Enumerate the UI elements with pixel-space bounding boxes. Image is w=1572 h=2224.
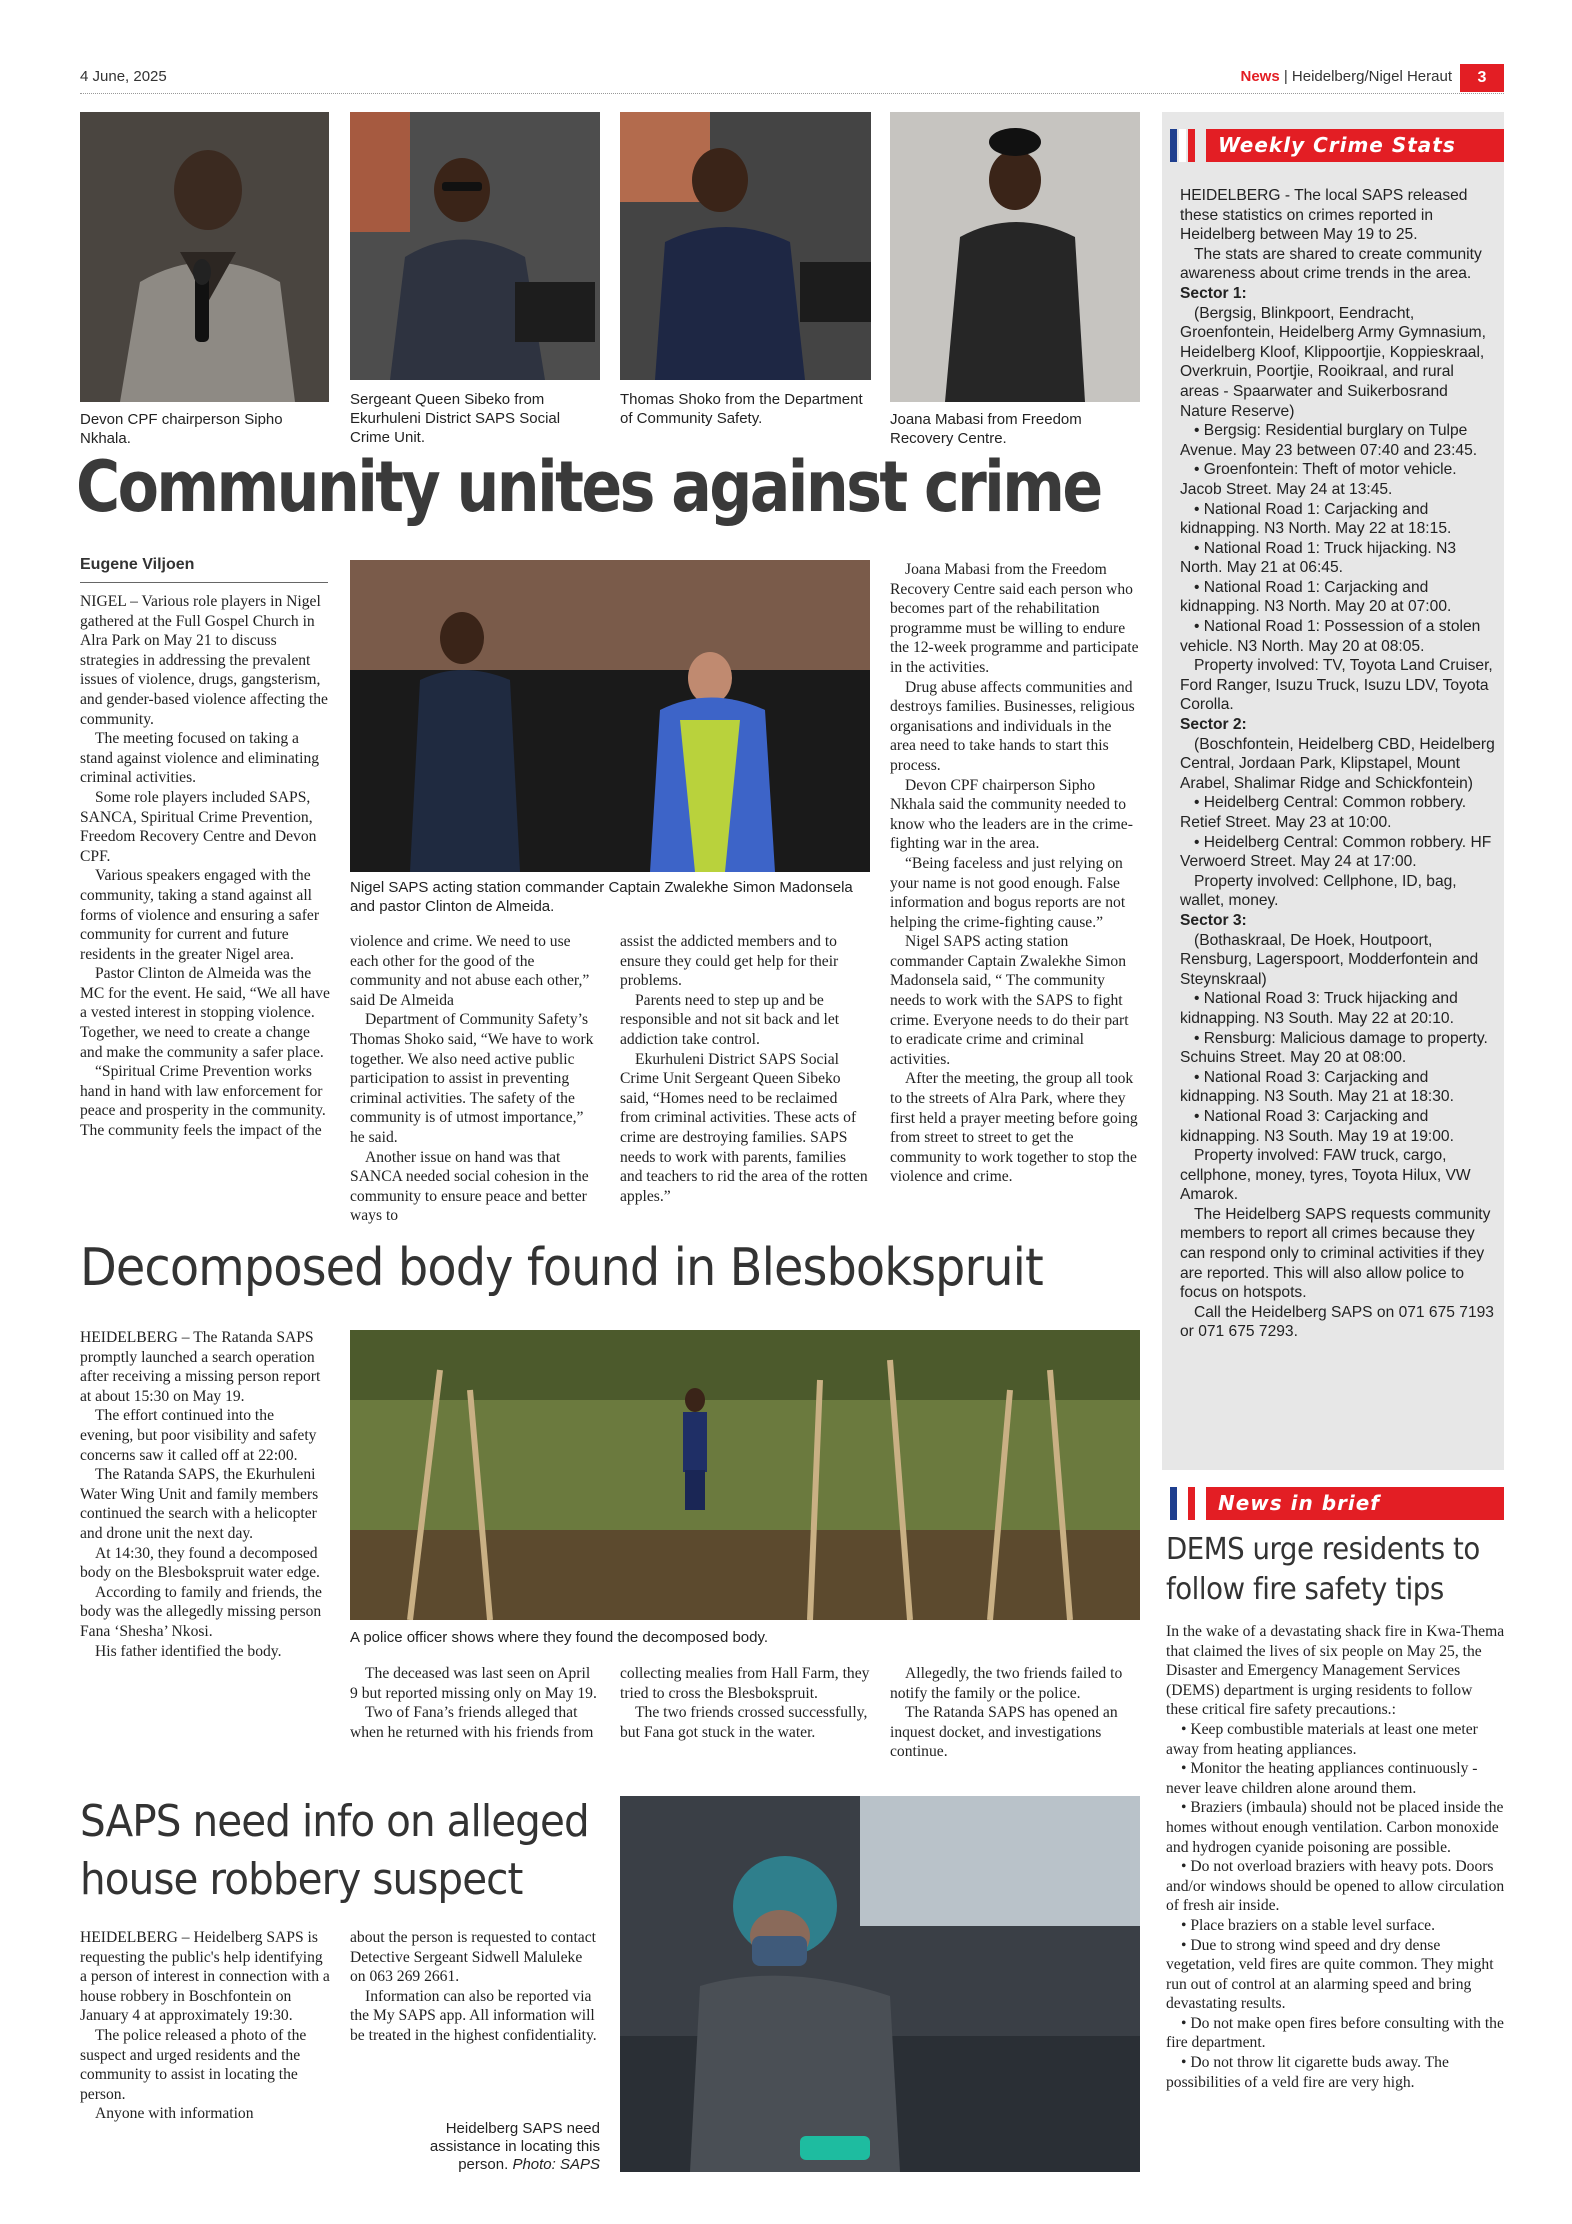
story3-col1 [80,1928,330,2124]
masthead-section [1000,68,1452,85]
bullet-item: • Do not throw lit cigarette buds away. The possibilities of a veld fire are very high. [1166,2054,1449,2091]
paragraph: Drug abuse affects communities and destroys families. Businesses, religious organisations and individuals in the area need to take hands to start this process. [890,678,1135,774]
crime-item: • Bergsig: Residential burglary on Tulpe Avenue. May 23 between 07:40 and 23:45. [1180,422,1478,459]
sector-title-text: Sector 3: [1180,911,1247,929]
story2-col2 [350,1664,600,1742]
crime-item: • Heidelberg Central: Common robbery. Retief Street. May 23 at 10:00. [1180,794,1467,831]
headline-line: follow fire safety tips [1166,1572,1444,1607]
paragraph: HEIDELBERG – The Ratanda SAPS promptly launched a search operation after receiving a missing person report at about 15:30 on May 19. [80,1329,321,1405]
news-brief-body [1166,1622,1506,2092]
photo-caption: Devon CPF chairperson Sipho Nkhala. [80,411,283,447]
crime-item: • National Road 1: Truck hijacking. N3 North. May 21 at 06:45. [1180,539,1457,577]
story1-col1 [80,592,330,1141]
paragraph: Information can also be reported via the My SAPS app. All information will be treated in the highest confidentiality. [350,1987,597,2044]
paragraph: After the meeting, the group all took to the streets of Alra Park, where they first held a prayer meeting before going from street to street to get the community to work together to stop the violence and crime. [890,1070,1138,1186]
paragraph: His father identified the body. [95,1642,282,1660]
paragraph: Department of Community Safety’s Thomas Shoko said, “We have to work together. We also need active public participation to assist in preventing criminal activities. The safety of the community is of utmost importance,” he said. [350,1011,594,1146]
sector-title-text: Sector 1: [1180,284,1247,302]
paragraph: Some role players included SAPS, SANCA, Spiritual Crime Prevention, Freedom Recovery Centre and Devon CPF. [80,788,317,865]
photo-caption: Joana Mabasi from Freedom Recovery Centre. [890,411,1082,447]
photo-caption: Thomas Shoko from the Department of Community Safety. [620,391,863,427]
property-involved: Property involved: TV, Toyota Land Cruiser, Ford Ranger, Isuzu Truck, Isuzu LDV, Toyota Corolla. [1180,657,1493,714]
story1-headline: Community unites against crime [76,446,1101,528]
page-number: 3 [1460,64,1504,92]
paragraph: At 14:30, they found a decomposed body on the Blesbokspruit water edge. [80,1544,320,1582]
sector-areas: (Bothaskraal, De Hoek, Houtpoort, Rensburg, Lagerspoort, Modderfontein and Steynskraal) [1180,931,1479,988]
news-brief-headline [1166,1530,1479,1610]
crime-item: • National Road 3: Truck hijacking and kidnapping. N3 South. May 22 at 20:10. [1180,990,1458,1027]
bullet-item: • Due to strong wind speed and dry dense vegetation, veld fires are quite common. They might run out of control at an alarming speed and bring devastating results. [1166,1936,1494,2013]
section-name: News [1240,68,1280,85]
paragraph: The meeting focused on taking a stand against violence and eliminating criminal activities. [80,730,320,787]
bullet-item: • Keep combustible materials at least one meter away from heating appliances. [1166,1720,1478,1758]
story3-headline [80,1793,589,1909]
photo-caption [390,2120,600,2174]
paragraph: The Ratanda SAPS has opened an inquest docket, and investigations continue. [890,1704,1118,1761]
paragraph: The effort continued into the evening, but poor visibility and safety concerns saw it called off at 22:00. [80,1407,317,1464]
paragraph: collecting mealies from Hall Farm, they tried to cross the Blesbokspruit. [620,1665,870,1702]
property-involved: Property involved: Cellphone, ID, bag, wallet, money. [1180,872,1457,910]
paragraph: Joana Mabasi from the Freedom Recovery Centre said each person who becomes part of the rehabilitation programme must be willing to endure the 12-week programme and participate in the activities. [890,561,1139,676]
photo-madonsela-de-almeida [350,560,870,872]
story1-col2 [350,932,600,1226]
sector-areas: (Bergsig, Blinkpoort, Eendracht, Groenfontein, Heidelberg Army Gymnasium, Heidelberg Kloof, Klippoortjie, Koppieskraal, Overkruin, Poortjie, Rooikraal, and rural areas - Spaarwater and Suikerbosrand Nature Reserve) [1180,304,1486,420]
crime-item: • National Road 1: Carjacking and kidnapping. N3 North. May 20 at 07:00. [1180,578,1452,616]
paragraph: Another issue on hand was that SANCA needed social cohesion in the community to ensure peace and better ways to [350,1148,589,1225]
caption-text: Heidelberg SAPS need assistance in locating this person. [429,2120,600,2173]
bullet-item: • Monitor the heating appliances continuously - never leave children alone around them. [1166,1760,1478,1797]
paragraph: Anyone with information [95,2105,254,2123]
story3-col2 [350,1928,600,2046]
paragraph: NIGEL – Various role players in Nigel gathered at the Full Gospel Church in Alra Park on May 21 to discuss strategies in addressing the prevalent issues of violence, drugs, gangsterism, and gender-based violence affecting the community. [80,593,328,728]
byline-rule [80,582,328,583]
bullet-item: • Do not overload braziers with heavy pots. Doors and/or windows should be opened to allow circulation of fresh air inside. [1166,1858,1505,1915]
section-label: Weekly Crime Stats [1206,129,1504,162]
crime-stats-text [1180,186,1496,1342]
flag-icon [1170,129,1204,162]
crime-item: • National Road 3: Carjacking and kidnapping. N3 South. May 21 at 18:30. [1180,1068,1454,1106]
headline-line: DEMS urge residents to [1166,1532,1480,1567]
story2-col1 [80,1328,330,1661]
paragraph: The Ratanda SAPS, the Ekurhuleni Water Wing Unit and family members continued the search with a helicopter and drone unit the next day. [80,1466,319,1542]
photo-joana-mabasi [890,112,1140,402]
crime-stats-header [1170,129,1504,162]
paragraph: assist the addicted members and to ensure they could get help for their problems. [620,933,839,990]
headline-line: house robbery suspect [80,1854,523,1905]
paragraph: Pastor Clinton de Almeida was the MC for the event. He said, “We all have a vested interest in stopping violence. Together, we need to create a change and make the community a safer place. [80,965,330,1061]
photo-suspect-cctv [620,1796,1140,2172]
photo-caption: Nigel SAPS acting station commander Captain Zwalekhe Simon Madonsela and pastor Clinton de Almeida. [350,879,853,915]
sector-title-text: Sector 2: [1180,716,1247,734]
headline-line: SAPS need info on alleged [80,1796,589,1847]
paragraph: Parents need to step up and be responsible and not sit back and let addiction take control. [620,991,840,1048]
crime-item: • National Road 1: Carjacking and kidnapping. N3 North. May 22 at 18:15. [1180,500,1452,538]
paragraph: Various speakers engaged with the community, taking a stand against all forms of violence and ensuring a safer community for current and future residents in the greater Nigel area. [80,867,320,963]
masthead-separator: | [1279,68,1292,85]
issue-date: 4 June, 2025 [80,68,167,85]
photo-caption: Sergeant Queen Sibeko from Ekurhuleni District SAPS Social Crime Unit. [350,391,561,446]
paragraph: HEIDELBERG – Heidelberg SAPS is requesting the public's help identifying a person of interest in connection with a house robbery in Boschfontein on January 4 at approximately 19:30. [80,1929,330,2025]
paragraph: about the person is requested to contact Detective Sergeant Sidwell Maluleke on 063 269 2661. [350,1929,596,1986]
paragraph: “Spiritual Crime Prevention works hand in hand with law enforcement for peace and prosperity in the community. The community feels the impact of the [80,1063,326,1140]
bullet-item: • Braziers (imbaula) should not be placed inside the homes without enough ventilation. Carbon monoxide and hydrogen cyanide poisoning are possible. [1166,1799,1504,1856]
story1-col3 [620,932,870,1206]
bullet-item: • Place braziers on a stable level surface. [1181,1916,1435,1934]
paragraph: The stats are shared to create community awareness about crime trends in the area. [1180,245,1482,283]
photo-caption: A police officer shows where they found the decomposed body. [350,1629,769,1646]
paragraph: violence and crime. We need to use each other for the good of the community and not abuse each other,” said De Almeida [350,933,590,1009]
crime-item: • Rensburg: Malicious damage to property. Schuins Street. May 20 at 08:00. [1180,1029,1488,1067]
photo-sipho-nkhala [80,112,329,402]
paragraph: According to family and friends, the body was the allegedly missing person Fana ‘Shesha’ Nkosi. [80,1583,322,1640]
paragraph: In the wake of a devastating shack fire in Kwa-Thema that claimed the lives of six people on May 25, the Disaster and Emergency Management Services (DEMS) department is urging residents to follow these critical fire safety precautions.: [1166,1623,1505,1719]
paragraph: Two of Fana’s friends alleged that when he returned with his friends from [350,1704,594,1741]
sector-title [1180,911,1496,931]
paragraph: The two friends crossed successfully, but Fana got stuck in the water. [620,1704,868,1741]
photo-credit: Photo: SAPS [512,2156,600,2173]
story2-col4 [890,1664,1140,1762]
paragraph: The deceased was last seen on April 9 but reported missing only on May 19. [350,1665,597,1702]
photo-police-officer-field [350,1330,1140,1620]
flag-icon [1170,1487,1204,1520]
paragraph: Devon CPF chairperson Sipho Nkhala said the community needed to know who the leaders are in the crime-fighting war in the area. [890,776,1133,853]
crime-item: • Groenfontein: Theft of motor vehicle. Jacob Street. May 24 at 13:45. [1180,461,1457,498]
paragraph: “Being faceless and just relying on your name is not good enough. False information and bogus reports are not helping the crime-fighting cause.” [890,854,1126,931]
paragraph: HEIDELBERG - The local SAPS released these statistics on crimes reported in Heidelberg between May 19 to 25. [1180,187,1468,244]
paper-name: Heidelberg/Nigel Heraut [1291,68,1452,85]
story2-headline: Decomposed body found in Blesbokspruit [80,1238,1043,1298]
sector-title [1180,715,1496,735]
story1-col4 [890,560,1140,1187]
paragraph: Ekurhuleni District SAPS Social Crime Unit Sergeant Queen Sibeko said, “Homes need to be reclaimed from criminal activities. These acts of crime are destroying families. SAPS needs to work with parents, families and teachers to rid the area of the rotten apples.” [620,1050,868,1205]
photo-queen-sibeko [350,112,600,380]
story2-col3 [620,1664,870,1742]
byline: Eugene Viljoen [80,556,195,573]
header-rule [80,93,1504,94]
news-brief-header [1170,1487,1504,1520]
bullet-item: • Do not make open fires before consulting with the fire department. [1166,2014,1504,2052]
paragraph: Nigel SAPS acting station commander Captain Zwalekhe Simon Madonsela said, “ The community needs to work with the SAPS to fight crime. Everyone needs to do their part to eradicate crime and criminal activities. [890,933,1129,1068]
paragraph: The Heidelberg SAPS requests community members to report all crimes because they can respond only to criminal activities if they are reported. This will also allow police to focus on hotspots. [1180,1205,1491,1302]
photo-thomas-shoko [620,112,871,380]
crime-item: • National Road 1: Possession of a stolen vehicle. N3 North. May 20 at 08:05. [1180,618,1481,655]
section-label: News in brief [1206,1487,1504,1520]
crime-item: • Heidelberg Central: Common robbery. HF Verwoerd Street. May 24 at 17:00. [1180,833,1492,871]
sector-areas: (Boschfontein, Heidelberg CBD, Heidelberg Central, Jordaan Park, Klipstapel, Mount Arabel, Shalimar Ridge and Schickfontein) [1180,735,1495,792]
sector-title [1180,284,1496,304]
crime-item: • National Road 3: Carjacking and kidnapping. N3 South. May 19 at 19:00. [1180,1107,1454,1145]
paragraph: Allegedly, the two friends failed to notify the family or the police. [890,1665,1123,1702]
paragraph: The police released a photo of the suspect and urged residents and the community to assist in locating the person. [80,2026,307,2103]
property-involved: Property involved: FAW truck, cargo, cellphone, money, tyres, Toyota Hilux, VW Amarok. [1180,1147,1471,1204]
paragraph: Call the Heidelberg SAPS on 071 675 7193 or 071 675 7293. [1180,1303,1494,1341]
